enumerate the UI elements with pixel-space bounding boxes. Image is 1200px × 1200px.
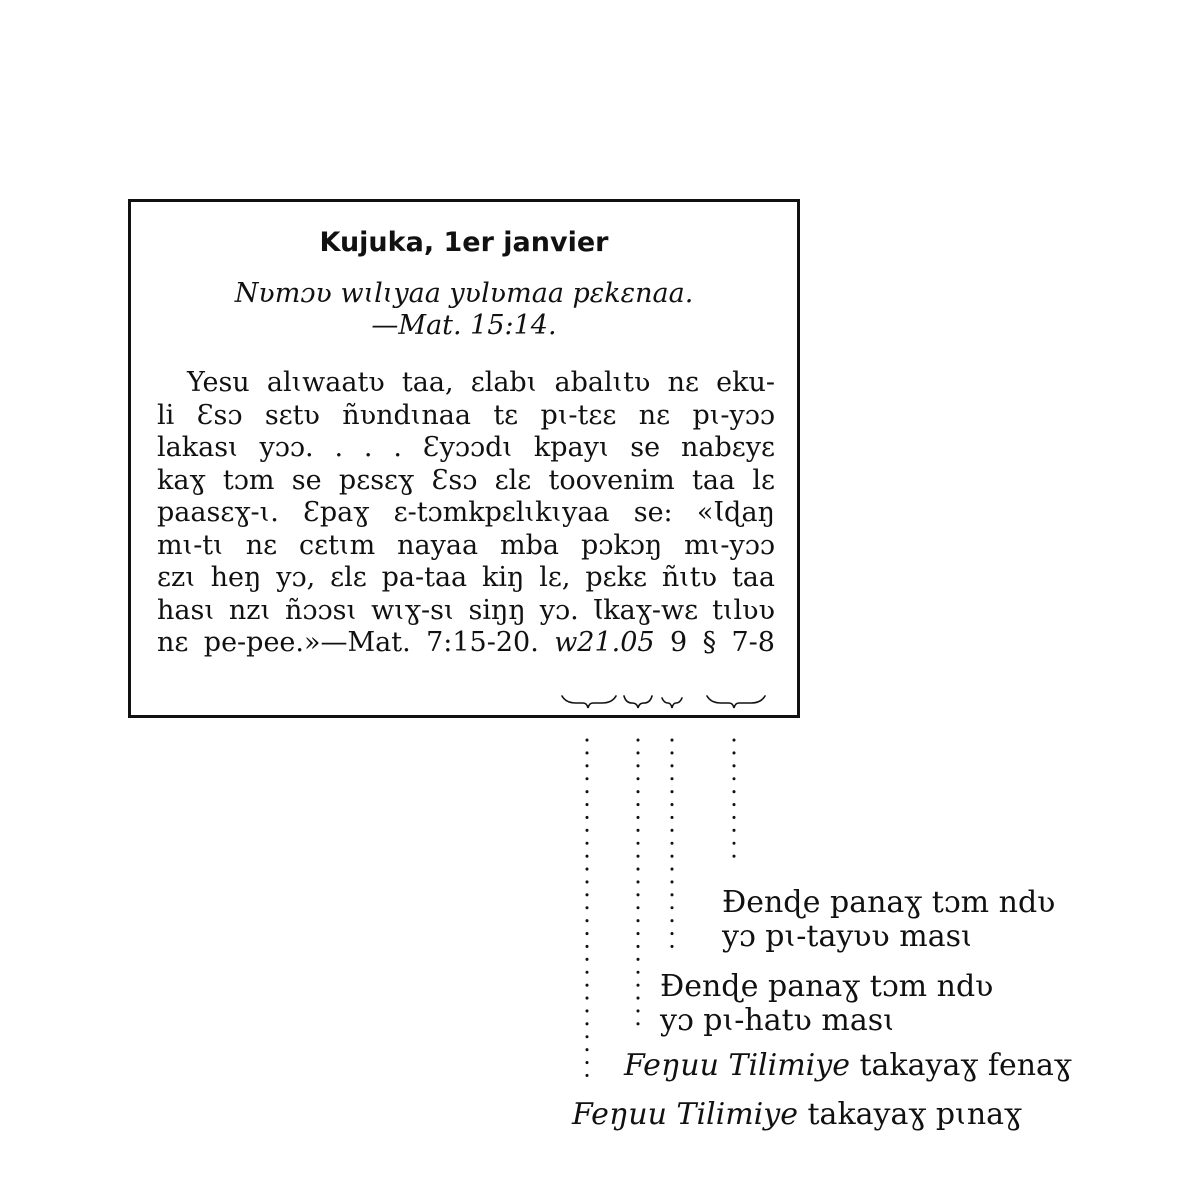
label-month-normal: takayaɣ fenaɣ bbox=[849, 1048, 1072, 1083]
brace-year bbox=[562, 696, 616, 708]
brace-page bbox=[662, 698, 682, 708]
body-line: kaɣ tɔm se pɛsɛɣ Ɛsɔ ɛlɛ toovenim taa lɛ bbox=[157, 464, 775, 496]
body-line: mɩ-tɩ nɛ cɛtɩm nayaa mba pɔkɔŋ mɩ-yɔɔ bbox=[157, 529, 775, 561]
verse-text: Nʋmɔʋ wɩlɩyaa yʋlʋmaa pɛkɛnaa. bbox=[234, 278, 694, 309]
body-line: paasɛɣ-ɩ. Ɛpaɣ ɛ-tɔmkpɛlɩkɩyaa se: «Ɩɖaŋ bbox=[157, 497, 775, 528]
ref-paragraph: § 7-8 bbox=[702, 627, 775, 658]
label-year-italic: Feŋuu Tilimiye bbox=[572, 1097, 798, 1132]
brace-paragraph bbox=[707, 696, 765, 708]
date-title: Kujuka, 1er janvier bbox=[319, 227, 609, 258]
label-page-line2: yɔ pɩ-hatʋ masɩ bbox=[660, 1003, 895, 1038]
body-line: li Ɛsɔ sɛtʋ ñʋndɩnaa tɛ pɩ-tɛɛ nɛ pɩ-yɔɔ bbox=[157, 399, 775, 431]
ref-publication: w21.05 bbox=[554, 627, 655, 658]
label-paragraph bbox=[722, 886, 1055, 954]
body-line: hasɩ nzɩ ñɔɔsɩ wɩɣ-sɩ siŋŋ yɔ. Ɩkaɣ-wɛ tɩlʋʋ bbox=[157, 594, 775, 626]
label-page-line1: Ɖenɖe panaɣ tɔm ndʋ bbox=[660, 969, 994, 1004]
label-page bbox=[660, 970, 993, 1038]
ref-page: 9 bbox=[670, 627, 688, 658]
label-paragraph-line1: Ɖenɖe panaɣ tɔm ndʋ bbox=[722, 885, 1056, 920]
verse-citation: —Mat. 15:14. bbox=[371, 310, 557, 341]
label-paragraph-line2: yɔ pɩ-tayʋʋ masɩ bbox=[722, 919, 973, 954]
body-line: ɛzɩ heŋ yɔ, ɛlɛ pa-taa kiŋ lɛ, pɛkɛ ñɩtʋ taa bbox=[157, 562, 775, 593]
last-line-text: nɛ pe-pee.»—Mat. 7:15-20. bbox=[157, 627, 539, 658]
label-year bbox=[572, 1098, 1022, 1132]
label-year-normal: takayaɣ pɩnaɣ bbox=[797, 1097, 1023, 1132]
body-line: Yesu alɩwaatʋ taa, ɛlabɩ abalɩtʋ nɛ eku- bbox=[187, 367, 775, 398]
label-month-italic: Feŋuu Tilimiye bbox=[624, 1048, 850, 1083]
label-month bbox=[624, 1049, 1072, 1083]
brace-month bbox=[624, 696, 652, 708]
body-line: lakasɩ yɔɔ. . . . Ɛyɔɔdɩ kpayɩ se nabɛyɛ bbox=[157, 432, 775, 463]
